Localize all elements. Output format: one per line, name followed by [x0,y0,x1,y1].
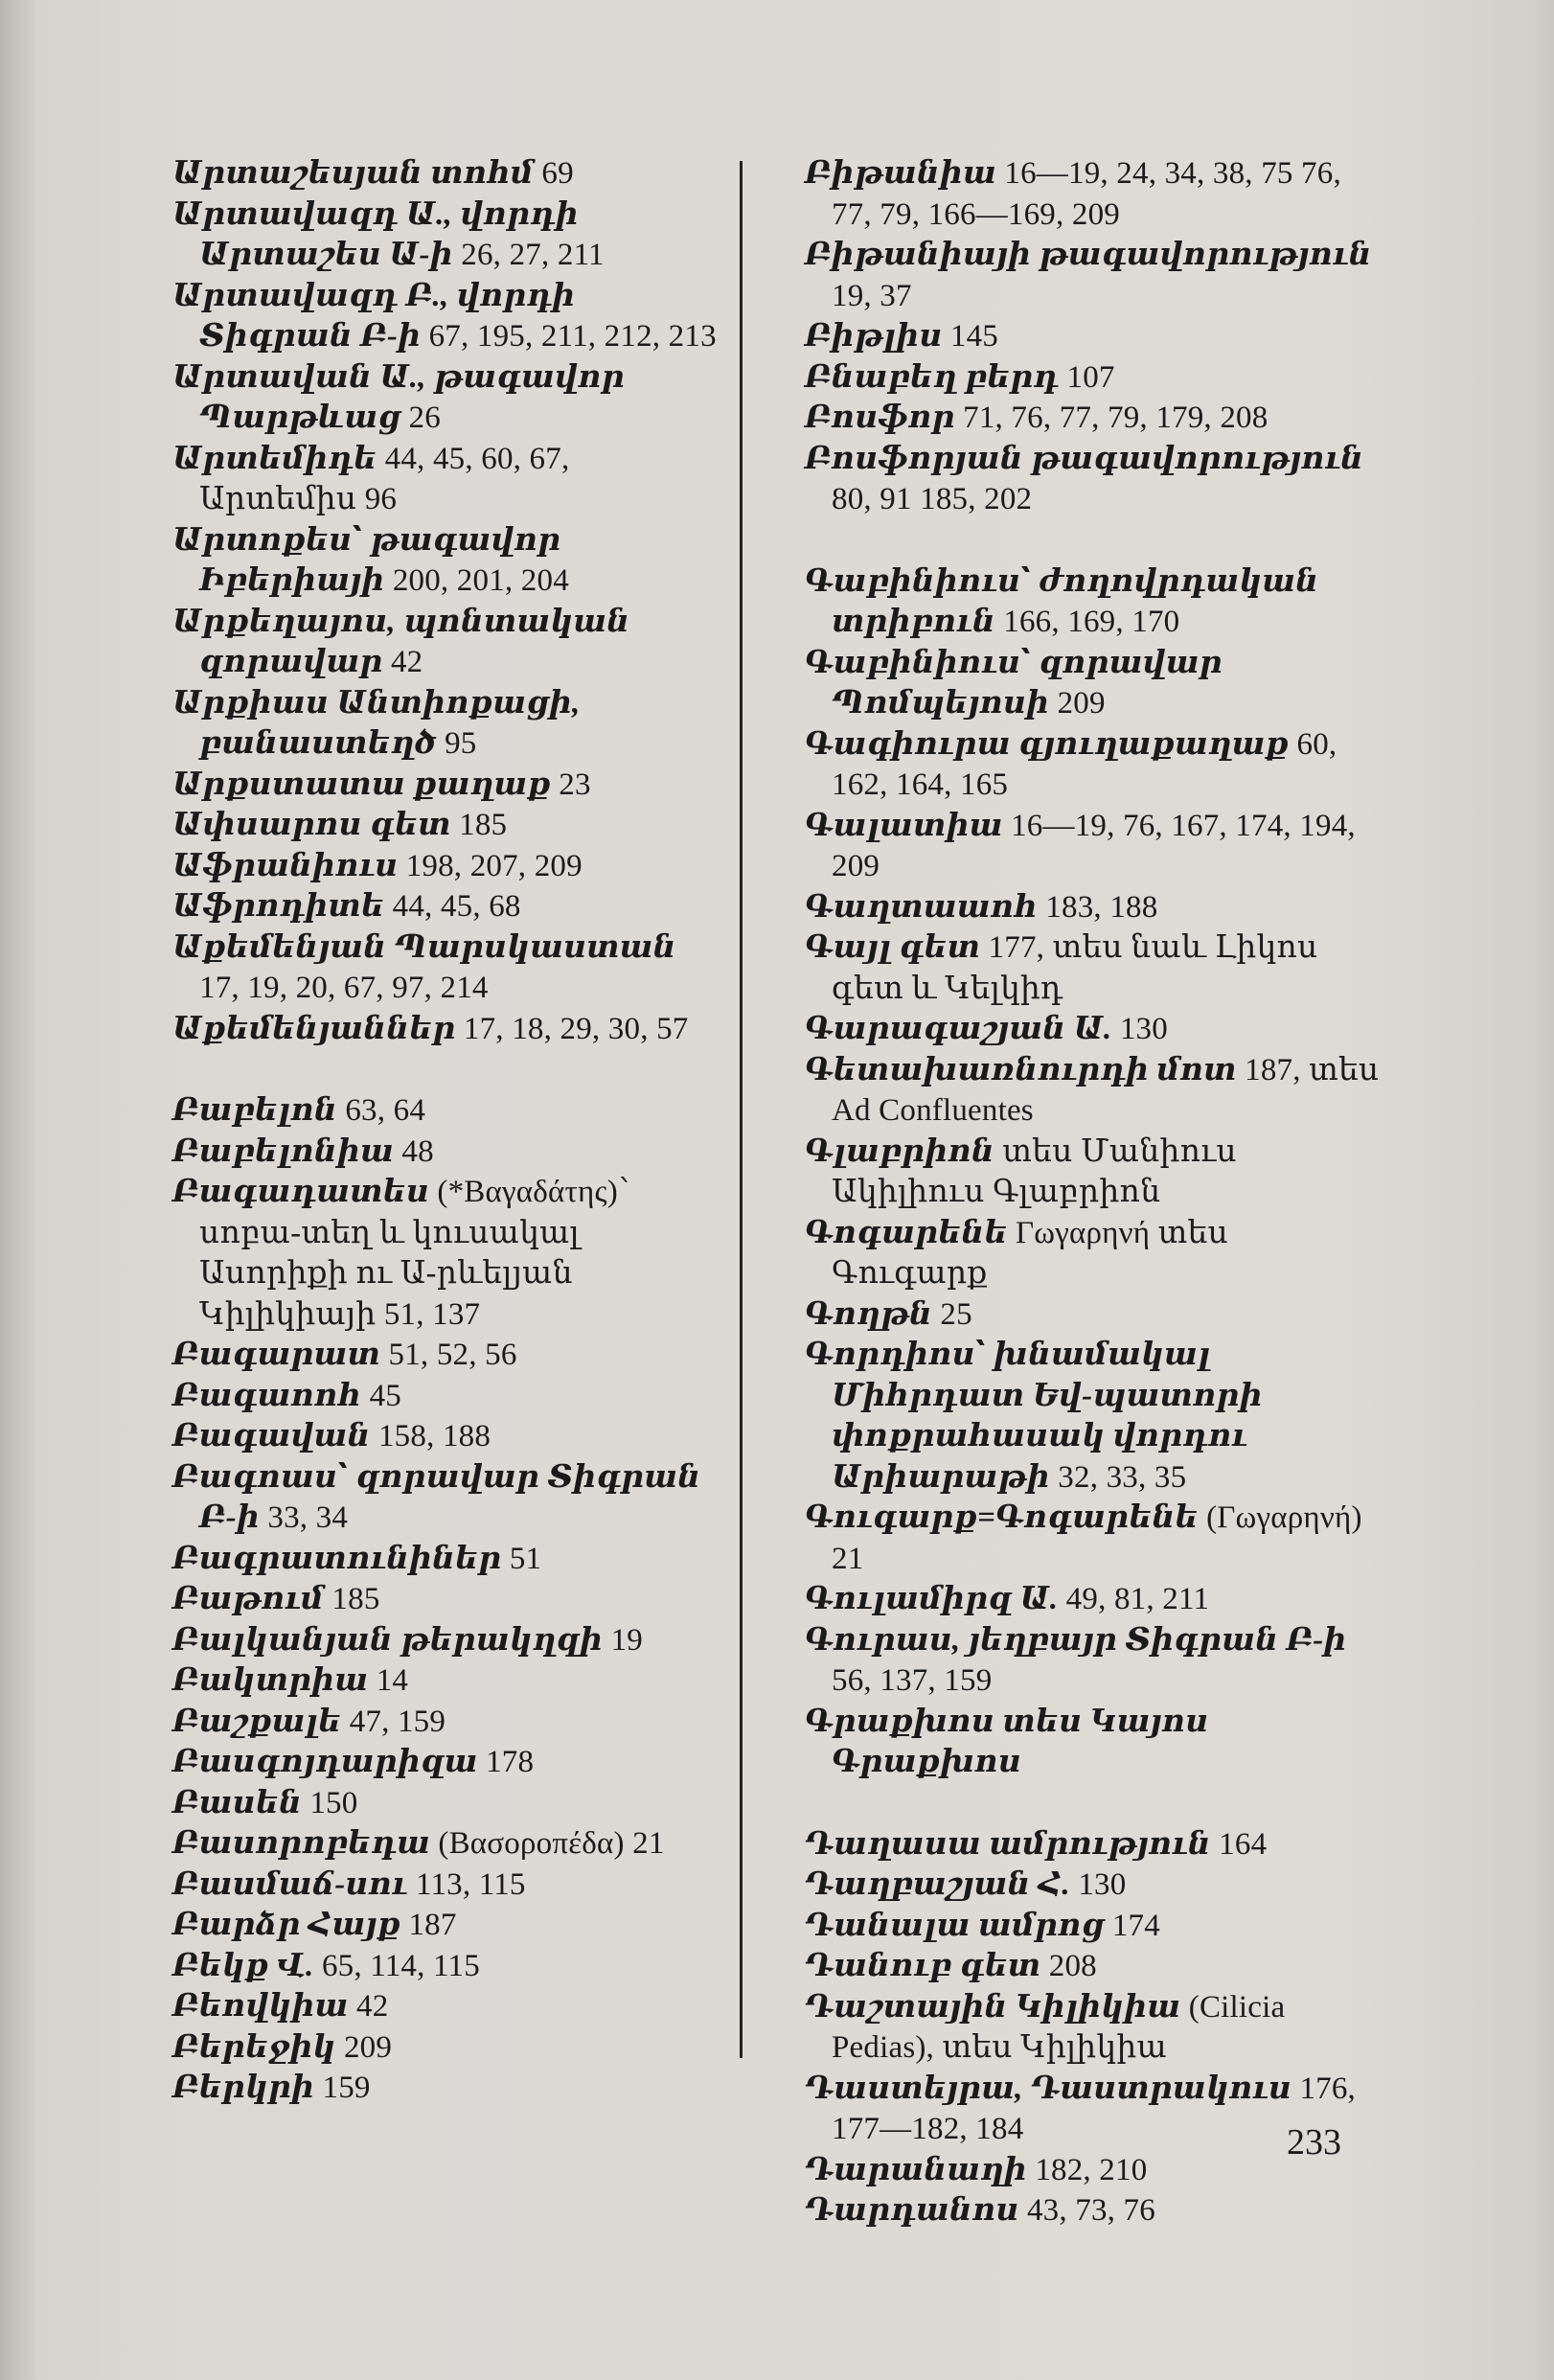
index-page-refs: 67, 195, 211, 212, 213 [428,319,717,354]
index-entry [172,1457,719,1539]
column-divider [740,161,743,2058]
index-entry [172,1416,719,1457]
index-term: Բակտրիա [172,1663,369,1698]
index-term: Բալկանյան թերակղզի [172,1622,604,1658]
index-page-refs: 48 [401,1133,434,1169]
index-page-refs: 19 [610,1622,643,1658]
index-page-refs: 187, տես Ad Confluentes [832,1052,1380,1128]
index-entry [805,153,1380,235]
index-entry [805,1702,1380,1783]
index-page-refs: 185 [331,1582,380,1616]
index-page-refs: 145 [949,319,998,354]
section-gap [805,1783,1380,1824]
index-entry [805,1050,1380,1132]
index-term: Գաբինիուս՝ ժողովրդական տրիբուն [805,563,1319,639]
index-entry [172,1579,719,1620]
index-entry [172,1823,719,1865]
index-page-refs: 44, 45, 60, 67, Արտեմիս 96 [199,441,570,516]
index-page-refs: 25 [940,1296,972,1332]
index-page-refs: 42 [356,1989,389,2024]
index-entry [172,1783,719,1824]
index-term: Բեովկիա [172,1989,349,2024]
index-term: Բեկք Վ. [172,1948,314,1983]
index-page-refs: 209 [1057,686,1106,721]
index-term: Դաղբաշյան Հ. [805,1867,1070,1902]
index-term: Դանուբ գետ [805,1949,1041,1983]
index-entry [172,2027,719,2069]
index-page-refs: 44, 45, 68 [392,889,521,924]
index-term: Դարանաղի [805,2152,1027,2187]
index-entry [805,806,1380,887]
index-entry [805,1579,1380,1620]
index-page-refs: 51, 52, 56 [388,1338,517,1372]
index-entry [805,1620,1380,1702]
index-term: Բաշքալե [172,1704,342,1739]
index-term: Բասեն [172,1785,302,1820]
index-page-refs: 47, 159 [349,1704,446,1739]
index-term: Բասգոյդարիզա [172,1745,478,1779]
index-entry [172,1620,719,1661]
index-page-refs: 164 [1219,1826,1268,1862]
index-page-refs: 56, 137, 159 [832,1663,993,1698]
index-page-refs: 69 [541,156,574,191]
index-term: Գորդիոս՝ խնամակալ Միհրդատ Եվ-պատորի փոքրահասակ վորդու Արիարաթի [805,1338,1263,1495]
index-page-refs: 16—19, 24, 34, 38, 75 76, 77, 79, 166—169, 209 [832,156,1341,232]
index-page-refs: 49, 81, 211 [1065,1582,1210,1616]
index-entry [172,1132,719,1173]
index-page-refs: 107 [1066,359,1115,395]
index-entry [805,1906,1380,1947]
index-page-refs: 71, 76, 77, 79, 179, 208 [963,400,1268,435]
index-term: Բոսֆոր [805,400,955,435]
index-page-refs: (Cilicia Pedias), տես Կիլիկիա [832,1989,1286,2065]
index-term: Բնաբեղ բերդ [805,359,1060,395]
index-entry [172,520,719,602]
index-entry [805,1213,1380,1294]
index-page-refs: 80, 91 185, 202 [832,482,1033,516]
index-entry [172,2068,719,2109]
index-entry [172,439,719,520]
index-page-refs: 16—19, 76, 167, 174, 194, 209 [832,808,1356,883]
index-entry [805,1498,1380,1579]
index-entry [805,398,1380,439]
index-entry [172,195,719,276]
index-page-refs: 130 [1078,1867,1127,1902]
index-page-refs: 19, 37 [832,278,912,313]
index-entry [805,1294,1380,1336]
index-entry [172,1946,719,1987]
index-term: Արտոքես՝ թագավոր Իբերիայի [172,522,561,598]
index-term: Գետախառնուրդի մոտ [805,1052,1237,1087]
index-term: Բիթանիայի թագավորություն [805,238,1372,272]
index-entry [172,1539,719,1580]
index-term: Աքեմենյաններ [172,1011,456,1046]
index-page-refs: (*Βαγαδάτης)՝ սոբա-տեղ և կուսակալ Ասորիքի ու Ա-րևելյան Կիլիկիայի 51, 137 [199,1175,630,1332]
index-entry [172,1986,719,2027]
index-term: Արտավազդ Բ., վորդի Տիգրան Բ-ի [172,278,576,354]
index-page-refs: 113, 115 [415,1866,526,1902]
index-term: Բագրատունիներ [172,1541,502,1576]
index-entry [805,1946,1380,1987]
index-entry [805,235,1380,316]
index-term: Գայլ գետ [805,930,981,965]
index-page-refs: 150 [309,1785,358,1820]
index-term: Գարագաշյան Ա. [805,1012,1112,1046]
index-term: Դաստեյրա, Դաստրակուս [805,2071,1291,2106]
index-entry [172,276,719,357]
index-entry [805,1132,1380,1213]
page-number: 233 [1287,2122,1341,2163]
index-entry [172,846,719,887]
index-page-refs: 95 [445,726,477,761]
index-page-refs: 43, 73, 76 [1026,2193,1155,2228]
index-entry [805,561,1380,643]
index-column-left [172,153,719,2109]
index-page-refs: 174 [1111,1908,1160,1943]
index-page-refs: 32, 33, 35 [1058,1459,1187,1495]
index-term: Արքիաս Անտիոքացի, բանաստեղծ [172,685,581,761]
index-entry [172,602,719,683]
index-page-refs: 60, 162, 164, 165 [832,726,1337,802]
index-entry [172,1335,719,1376]
index-term: Արտավազդ Ա., վորդի Արտաշես Ա-ի [172,196,579,272]
index-entry [805,1824,1380,1865]
index-term: Բասորոբեդա [172,1826,430,1861]
index-page-refs: 182, 210 [1035,2152,1148,2187]
index-term: Բագարատ [172,1338,381,1372]
index-term: Բաբելոնիա [172,1133,394,1169]
index-term: Դաշտային Կիլիկիա [805,1989,1181,2025]
index-entry [172,927,719,1009]
index-entry [805,724,1380,806]
index-entry [805,927,1380,1009]
index-term: Բերեջիկ [172,2029,336,2065]
index-page-refs: 159 [322,2071,371,2105]
index-entry [172,1742,719,1783]
index-page-refs: 166, 169, 170 [1003,605,1180,639]
index-term: Գուգարք=Գոգարենե [805,1500,1199,1535]
index-page-refs: 200, 201, 204 [392,563,569,598]
index-term: Բարձր Հայք [172,1908,400,1942]
index-page-refs: 42 [390,645,423,679]
index-page-refs: տես Մանիուս Ակիլիուս Գլաբրիոն [832,1133,1237,1209]
index-term: Բերկրի [172,2071,315,2105]
index-term: Բագադատես [172,1175,429,1209]
index-entry [172,683,719,765]
index-page-refs: 17, 19, 20, 67, 97, 214 [199,971,489,1005]
index-page-refs: 176, 177—182, 184 [832,2071,1357,2146]
index-page-refs: 17, 18, 29, 30, 57 [463,1011,689,1046]
index-page-refs: 178 [486,1745,535,1779]
index-entry [805,357,1380,399]
index-term: Գալատիա [805,808,1003,843]
index-term: Բաթում [172,1582,324,1616]
index-entry [172,1172,719,1335]
index-page-refs: 33, 34 [267,1500,349,1535]
index-entry [805,1335,1380,1498]
index-term: Բաբելոն [172,1093,337,1128]
index-page-refs: 23 [559,767,591,802]
index-term: Բագավան [172,1419,371,1453]
index-entry [172,805,719,846]
index-term: Բոսֆորյան թագավորություն [805,441,1364,476]
index-term: Բիթանիա [805,156,996,191]
index-term: Դարդանոս [805,2193,1019,2228]
index-entry [172,153,719,195]
index-page-refs: (Βασοροπέδα) 21 [438,1826,665,1861]
index-column-right [805,153,1380,2231]
index-entry [805,887,1380,928]
index-term: Դաղասա ամրություն [805,1826,1211,1862]
index-entry [805,316,1380,357]
index-page-refs: 130 [1119,1012,1168,1046]
index-entry [805,439,1380,520]
index-page-refs: 208 [1048,1949,1097,1983]
index-page-refs: 177, տես նաև Լիկոս գետ և Կելկիդ [832,930,1318,1006]
index-entry [172,1660,719,1702]
index-entry [172,357,719,439]
index-entry [172,1905,719,1946]
index-term: Բագաոոհ [172,1378,362,1413]
section-gap [172,1049,719,1090]
index-term: Արտավան Ա., թագավոր Պարթևաց [172,359,625,435]
index-term: Արտեմիդե [172,441,377,476]
index-page-refs: 185 [459,808,508,842]
index-entry [805,1865,1380,1906]
index-entry [172,886,719,927]
index-term: Աֆրանիուս [172,848,399,883]
index-page-refs: 26, 27, 211 [461,238,605,272]
index-term: Գոգարենե [805,1215,1008,1250]
index-term: Դանալա ամրոց [805,1908,1105,1943]
index-page-refs: 26 [408,400,441,435]
index-page-refs: 187 [408,1908,457,1942]
index-entry [172,1376,719,1417]
index-term: Գլաբրիոն [805,1133,994,1169]
index-term: Գագիուրա գյուղաքաղաք [805,726,1290,762]
index-page-refs: 198, 207, 209 [405,848,583,883]
index-term: Բիթլիս [805,319,943,354]
index-term: Բասմաճ-սու [172,1866,408,1902]
index-entry [805,1009,1380,1050]
index-page-refs: (Γωγαρηνή) 21 [832,1500,1362,1576]
index-term: Գաղտաաոհ [805,889,1038,925]
index-page-refs: 63, 64 [345,1093,426,1128]
index-page-refs: 51 [509,1541,542,1576]
index-term: Արքստատա քաղաք [172,767,551,802]
index-term: Արքեղայոս, պոնտական զորավար [172,604,630,679]
index-term: Բագոաս՝ զորավար Տիգրան Բ-ի [172,1459,701,1535]
index-term: Գուլամիրզ Ա. [805,1582,1059,1616]
index-page-refs: Γωγαρηνή տես Գուգարք [832,1215,1228,1291]
index-page-refs: 209 [343,2029,393,2065]
index-page-refs: 14 [376,1663,409,1698]
index-page-refs: 65, 114, 115 [321,1948,480,1983]
section-gap [805,520,1380,561]
index-entry [172,1090,719,1132]
index-entry [172,765,719,806]
index-term: Գողթն [805,1296,932,1332]
index-term: Ափսարոս գետ [172,808,451,842]
index-term: Աֆրոդիտե [172,889,385,924]
index-entry [172,1702,719,1743]
index-entry [805,2190,1380,2231]
index-entry [172,1865,719,1906]
index-term: Գուրաս, յեղբայր Տիգրան Բ-ի [805,1622,1347,1658]
index-entry [172,1009,719,1050]
index-term: Գաբինիուս՝ զորավար Պոմպեյոսի [805,645,1223,721]
index-page-refs: 183, 188 [1045,889,1158,925]
index-page-refs: 45 [369,1378,401,1413]
index-term: Աքեմենյան Պարսկաստան [172,929,676,965]
index-term: Գրաքխոս տես Կայոս Գրաքխոս [805,1704,1209,1779]
index-entry [805,1987,1380,2069]
index-page-refs: 158, 188 [377,1419,491,1453]
index-term: Արտաշեսյան տոհմ [172,156,534,191]
index-entry [805,643,1380,724]
